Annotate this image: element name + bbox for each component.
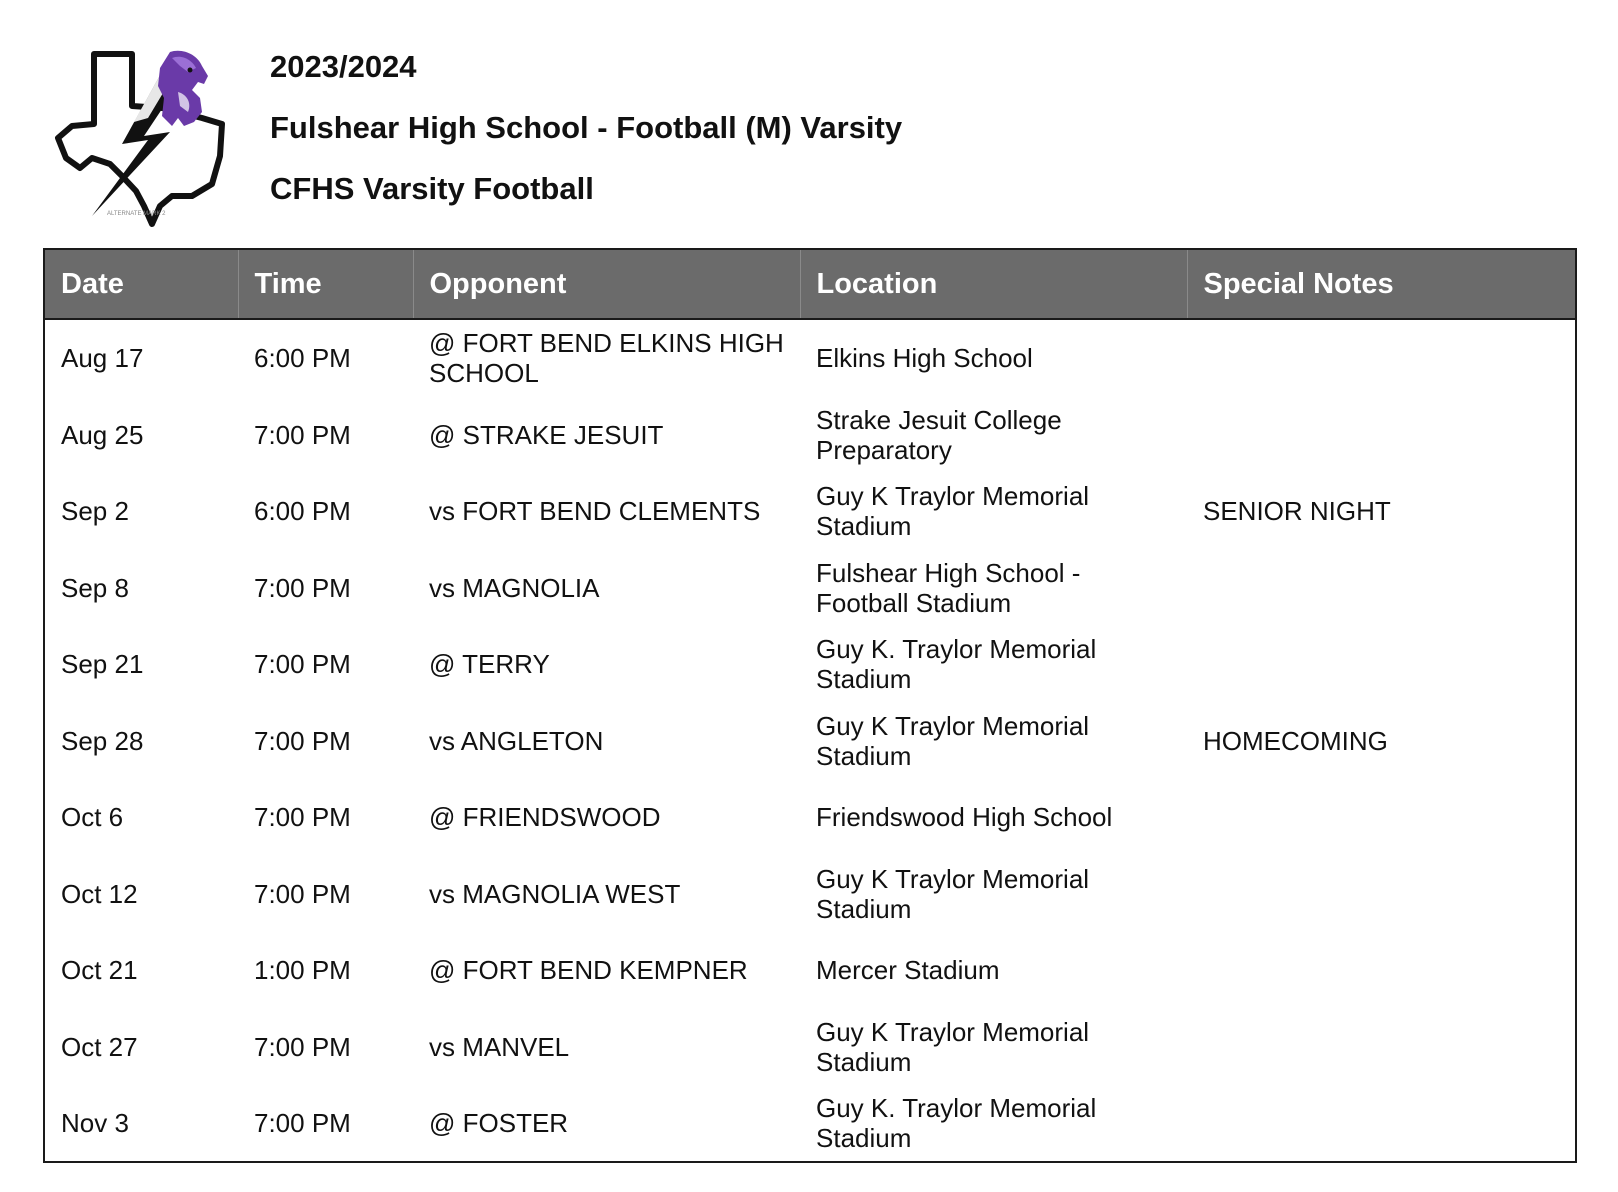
game-notes xyxy=(1187,626,1575,703)
game-date: Sep 8 xyxy=(61,572,129,603)
game-time: 6:00 PM xyxy=(254,343,351,374)
game-time: 7:00 PM xyxy=(254,1108,351,1139)
schedule-table-container xyxy=(43,248,1577,1163)
game-location: Strake Jesuit College Preparatory xyxy=(816,404,1062,465)
game-time: 1:00 PM xyxy=(254,955,351,986)
table-row xyxy=(45,1085,1575,1162)
game-location: Guy K Traylor Memorial Stadium xyxy=(816,863,1090,924)
texas-lightning-horse-logo xyxy=(52,46,227,228)
table-row xyxy=(45,932,1575,1009)
season-title: 2023/2024 xyxy=(270,49,417,84)
game-time: 7:00 PM xyxy=(254,649,351,680)
game-notes xyxy=(1187,319,1575,397)
table-row xyxy=(45,319,1575,397)
game-location: Guy K. Traylor Memorial Stadium xyxy=(816,634,1097,695)
game-location: Guy K Traylor Memorial Stadium xyxy=(816,710,1090,771)
game-opponent: vs FORT BEND CLEMENTS xyxy=(429,496,761,527)
game-notes xyxy=(1187,397,1575,474)
table-row xyxy=(45,703,1575,780)
table-row xyxy=(45,856,1575,933)
game-time: 7:00 PM xyxy=(254,572,351,603)
table-header-row xyxy=(45,250,1575,319)
game-opponent: vs ANGLETON xyxy=(429,725,604,756)
game-date: Oct 27 xyxy=(61,1031,138,1062)
table-row xyxy=(45,779,1575,856)
game-notes xyxy=(1187,1009,1575,1086)
game-date: Sep 28 xyxy=(61,725,144,756)
game-notes: SENIOR NIGHT xyxy=(1203,496,1391,527)
column-header-special-notes: Special Notes xyxy=(1187,250,1575,319)
logo-caption: ALTERNATE MARK 2 xyxy=(107,211,166,217)
game-time: 7:00 PM xyxy=(254,419,351,450)
game-date: Sep 21 xyxy=(61,649,144,680)
game-opponent: @ TERRY xyxy=(429,649,550,680)
game-date: Oct 6 xyxy=(61,802,124,833)
game-location: Fulshear High School - Football Stadium xyxy=(816,557,1081,618)
table-row xyxy=(45,397,1575,474)
game-time: 6:00 PM xyxy=(254,496,351,527)
school-team-title: Fulshear High School - Football (M) Varsity xyxy=(270,110,903,145)
logo-graphic xyxy=(52,46,227,228)
game-notes xyxy=(1187,932,1575,1009)
schedule-table xyxy=(45,250,1575,1162)
game-time: 7:00 PM xyxy=(254,725,351,756)
game-opponent: @ FOSTER xyxy=(429,1108,569,1139)
game-time: 7:00 PM xyxy=(254,878,351,909)
game-location: Guy K. Traylor Memorial Stadium xyxy=(816,1093,1097,1154)
game-notes xyxy=(1187,1085,1575,1162)
game-opponent: @ FRIENDSWOOD xyxy=(429,802,661,833)
game-notes xyxy=(1187,856,1575,933)
game-opponent: vs MAGNOLIA xyxy=(429,572,600,603)
game-opponent: vs MAGNOLIA WEST xyxy=(429,878,681,909)
game-date: Aug 17 xyxy=(61,343,144,374)
game-opponent: @ FORT BEND KEMPNER xyxy=(429,955,748,986)
game-location: Guy K Traylor Memorial Stadium xyxy=(816,1016,1090,1077)
header-titles xyxy=(270,46,902,207)
column-header-time: Time xyxy=(238,250,413,319)
game-opponent: @ STRAKE JESUIT xyxy=(429,419,664,450)
table-row xyxy=(45,1009,1575,1086)
game-location: Mercer Stadium xyxy=(816,955,1000,986)
column-header-location: Location xyxy=(800,250,1187,319)
game-date: Oct 12 xyxy=(61,878,138,909)
game-opponent: vs MANVEL xyxy=(429,1031,570,1062)
game-date: Sep 2 xyxy=(61,496,129,527)
column-header-date: Date xyxy=(45,250,238,319)
game-date: Nov 3 xyxy=(61,1108,129,1139)
game-location: Friendswood High School xyxy=(816,802,1113,833)
table-row xyxy=(45,626,1575,703)
game-location: Elkins High School xyxy=(816,343,1033,374)
game-notes xyxy=(1187,550,1575,627)
team-name-title: CFHS Varsity Football xyxy=(270,171,594,206)
column-header-opponent: Opponent xyxy=(413,250,800,319)
game-opponent: @ FORT BEND ELKINS HIGH SCHOOL xyxy=(429,328,784,389)
table-row xyxy=(45,550,1575,627)
game-date: Oct 21 xyxy=(61,955,138,986)
game-notes xyxy=(1187,779,1575,856)
game-location: Guy K Traylor Memorial Stadium xyxy=(816,481,1090,542)
game-date: Aug 25 xyxy=(61,419,144,450)
table-row xyxy=(45,473,1575,550)
game-time: 7:00 PM xyxy=(254,1031,351,1062)
game-notes: HOMECOMING xyxy=(1203,725,1388,756)
game-time: 7:00 PM xyxy=(254,802,351,833)
